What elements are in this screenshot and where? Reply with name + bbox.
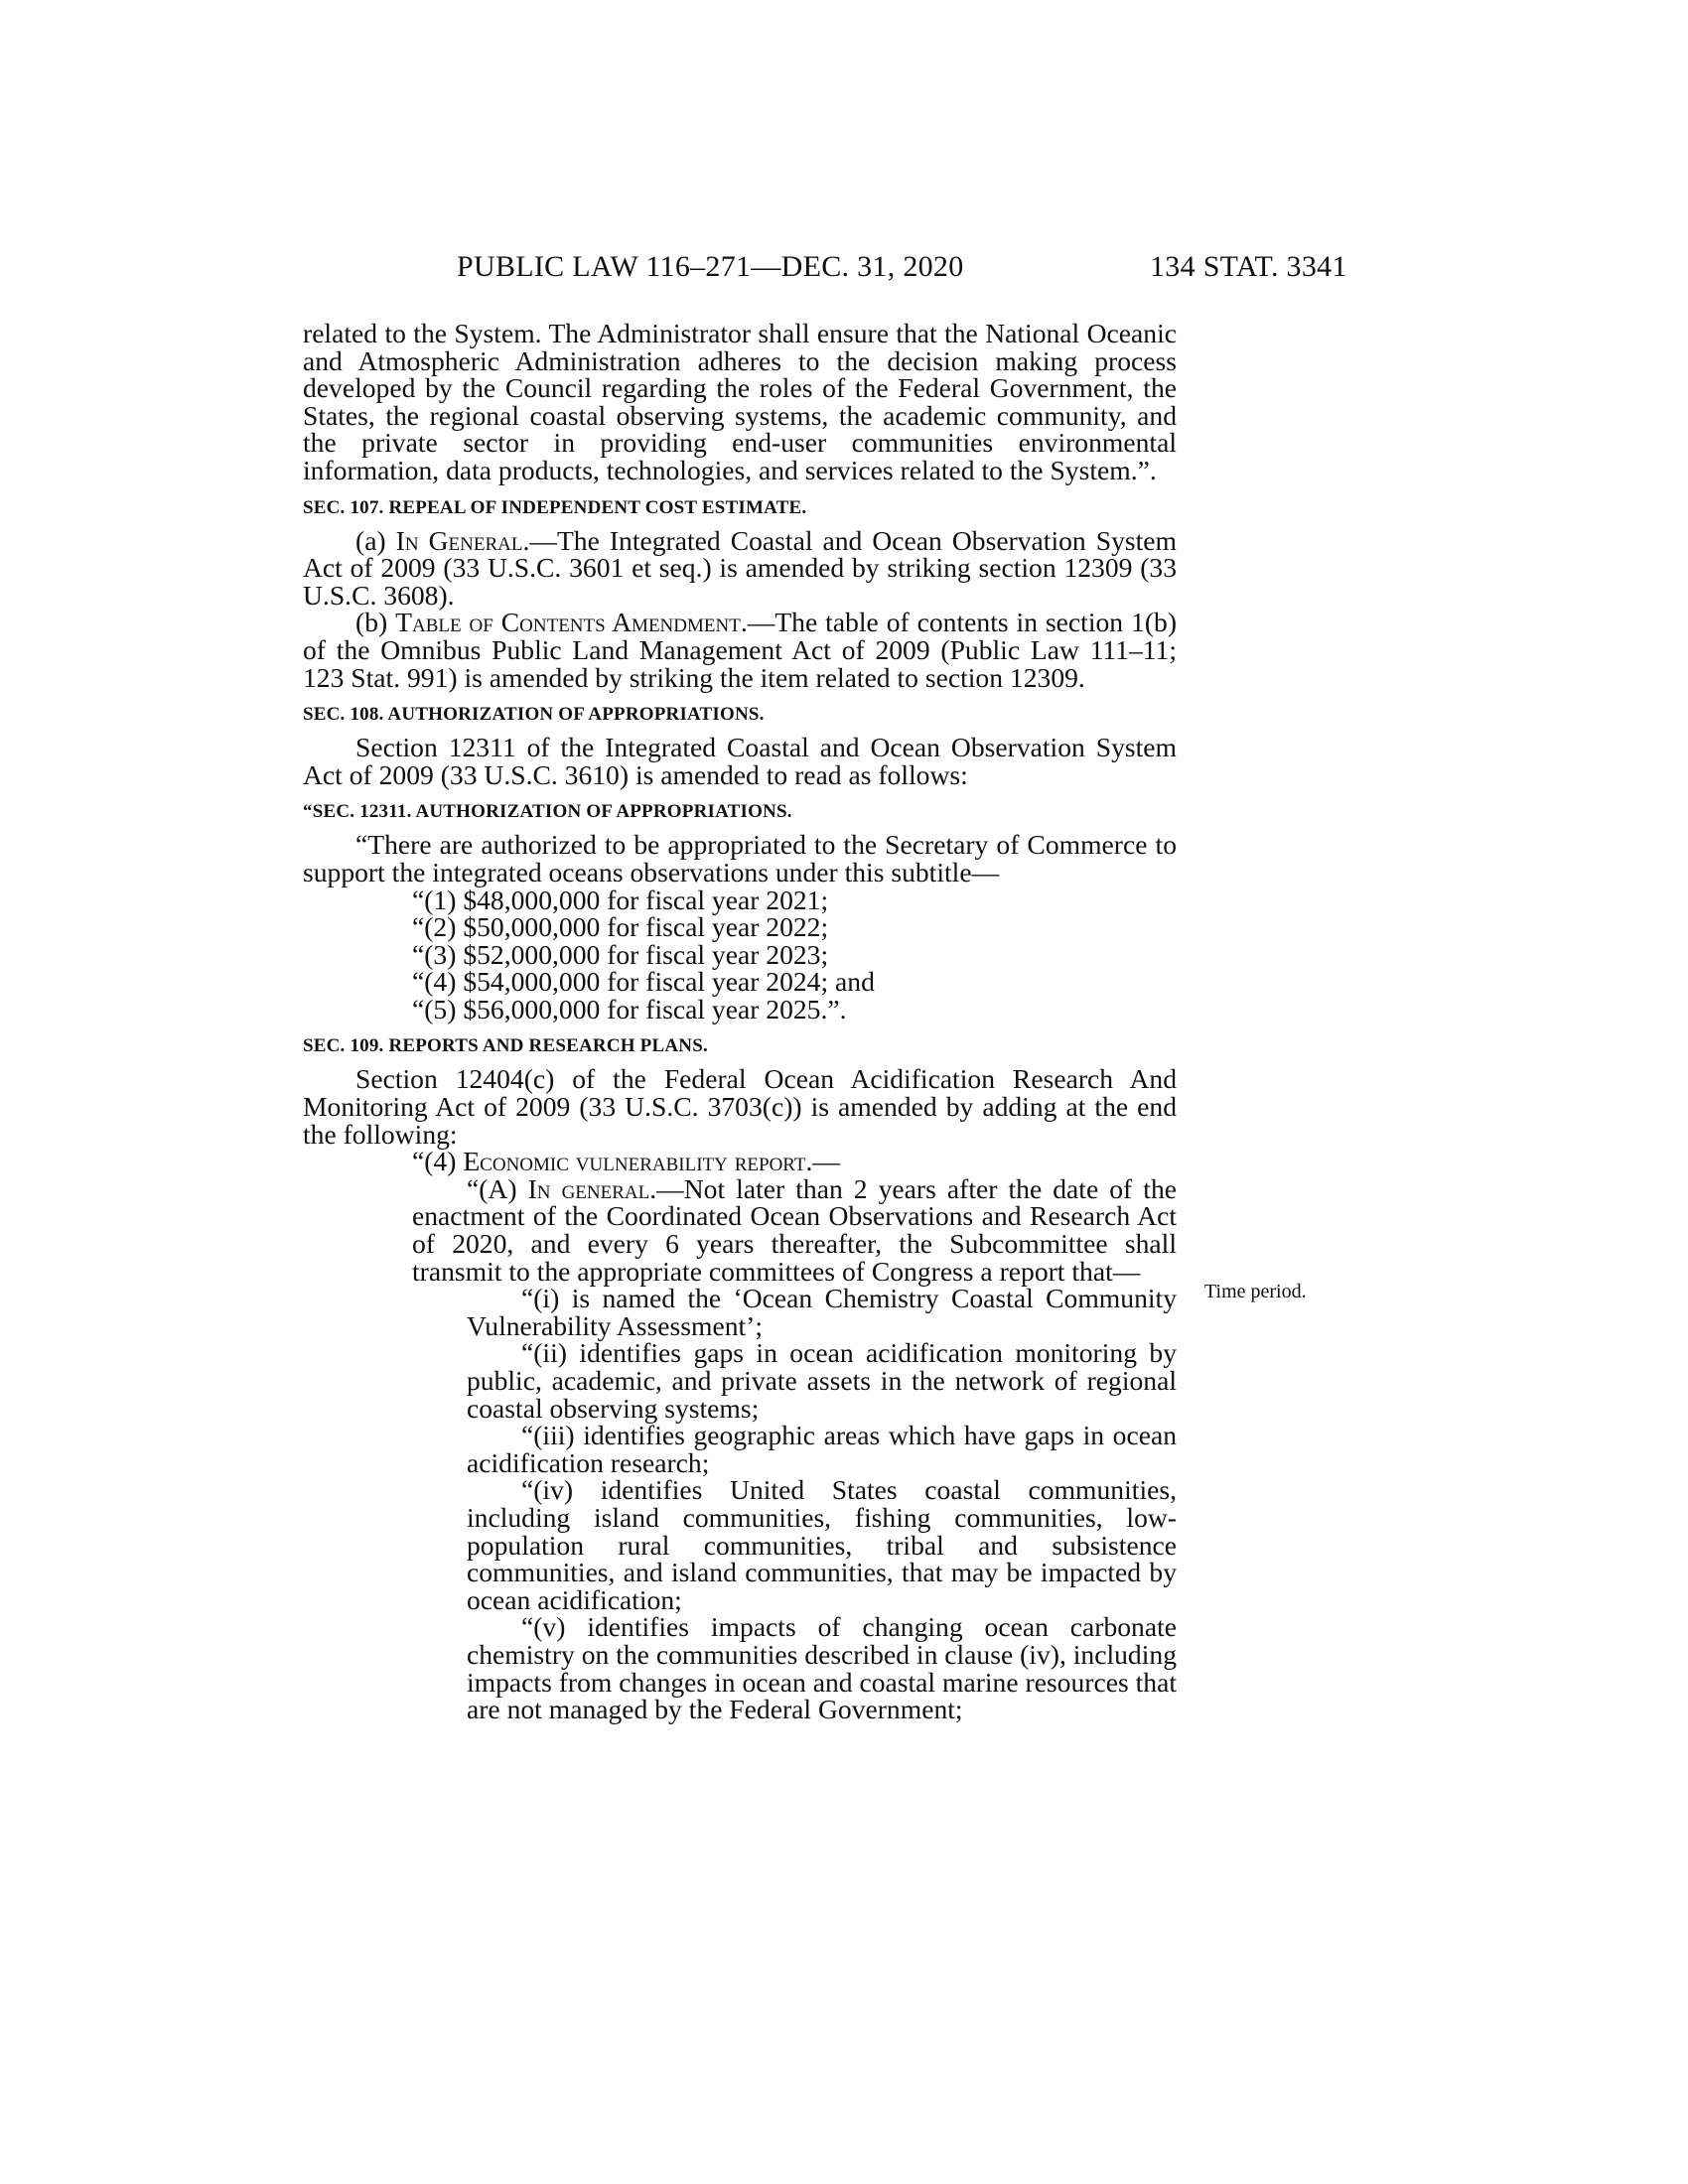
appropriation-item: “(4) $54,000,000 for fiscal year 2024; and xyxy=(412,966,875,998)
paragraph-4-label: “(4) xyxy=(412,1146,464,1177)
subparagraph-a xyxy=(303,1172,1178,1287)
clause-item: “(ii) identifies gaps in ocean acidification monitoring by public, academic, and private assets in the network of regional coastal observing systems; xyxy=(467,1337,1177,1424)
appropriation-item: “(5) $56,000,000 for fiscal year 2025.”. xyxy=(412,993,847,1024)
appropriation-item: “(1) $48,000,000 for fiscal year 2021; xyxy=(412,884,829,915)
running-header-title: PUBLIC LAW 116–271—DEC. 31, 2020 xyxy=(457,250,964,283)
subsection-a-caption: In General xyxy=(395,524,523,556)
section-109-heading: SEC. 109. REPORTS AND RESEARCH PLANS. xyxy=(303,1035,708,1057)
appropriation-item: “(3) $52,000,000 for fiscal year 2023; xyxy=(412,938,829,970)
clause-item: “(i) is named the ‘Ocean Chemistry Coastal Community Vulnerability Assessment’; xyxy=(467,1283,1177,1341)
paragraph-4-heading xyxy=(303,1148,1177,1175)
section-109-text: Section 12404(c) of the Federal Ocean Acidification Research And Monitoring Act of 2009 (33 U.S.C. 3703(c)) is amended by adding at the end the following: xyxy=(303,1063,1177,1150)
subsection-b-text: .—The table of contents in section 1(b) of the Omnibus Public Land Management Act of 2009 (Public Law 111–11; 123 Stat. 991) is amended by striking the item related to section 12309. xyxy=(303,607,1178,693)
subsection-a-label: (a) xyxy=(355,524,396,556)
paragraph-4-dash: .— xyxy=(805,1146,840,1177)
section-107-subsection-b xyxy=(303,609,1177,691)
continued-paragraph: related to the System. The Administrator shall ensure that the National Oceanic and Atmospheric Administration adheres to the decision making process developed by the Council regarding the roles of the Federal Government, the States, the regional coastal observing systems, the academic community, and the private sector in providing end-user communities environmental information, data products, technologies, and services related to the System.”. xyxy=(303,318,1177,485)
subparagraph-a-caption: In general xyxy=(527,1172,650,1204)
subparagraph-a-label: “(A) xyxy=(467,1172,528,1204)
section-12311-text: “There are authorized to be appropriated to the Secretary of Commerce to support the integrated oceans observations under this subtitle— xyxy=(303,829,1177,887)
appropriation-item: “(2) $50,000,000 for fiscal year 2022; xyxy=(412,911,829,943)
paragraph-4-caption: Economic vulnerability report xyxy=(463,1146,806,1177)
clause-item: “(iv) identifies United States coastal communities, including island communities, fishing communities, low-population rural communities, tribal and subsistence communities, and island communities, that may be impacted by ocean acidification; xyxy=(467,1474,1177,1615)
clause-item: “(v) identifies impacts of changing ocean carbonate chemistry on the communities described in clause (iv), including impacts from changes in ocean and coastal marine resources that are not managed by the Federal Government; xyxy=(467,1611,1177,1725)
clause-item: “(iii) identifies geographic areas which have gaps in ocean acidification research; xyxy=(467,1420,1177,1478)
subsection-b-label: (b) xyxy=(355,607,396,638)
subparagraph-a-text: .—Not later than 2 years after the date of the enactment of the Coordinated Ocean Observations and Research Act of 2020, and every 6 years thereafter, the Subcommittee shall transmit to the appropriate committees of Congress a report that— xyxy=(412,1172,1178,1287)
subsection-a-text: .—The Integrated Coastal and Ocean Observation System Act of 2009 (33 U.S.C. 3601 et seq.) is amended by striking section 12309 (33 U.S.C. 3608). xyxy=(303,524,1177,611)
section-108-heading: SEC. 108. AUTHORIZATION OF APPROPRIATIONS. xyxy=(303,704,765,726)
statute-page-number: 134 STAT. 3341 xyxy=(1150,250,1347,283)
section-107-heading: SEC. 107. REPEAL OF INDEPENDENT COST ESTIMATE. xyxy=(303,496,807,518)
section-108-text: Section 12311 of the Integrated Coastal and Ocean Observation System Act of 2009 (33 U.S.C. 3610) is amended to read as follows: xyxy=(303,732,1177,790)
margin-note: Time period. xyxy=(1204,1281,1307,1302)
section-12311-heading: “SEC. 12311. AUTHORIZATION OF APPROPRIATIONS. xyxy=(303,801,792,823)
section-107-subsection-a xyxy=(303,524,1177,611)
subsection-b-caption: Table of Contents Amendment xyxy=(395,607,741,638)
statute-body xyxy=(303,320,1177,1723)
